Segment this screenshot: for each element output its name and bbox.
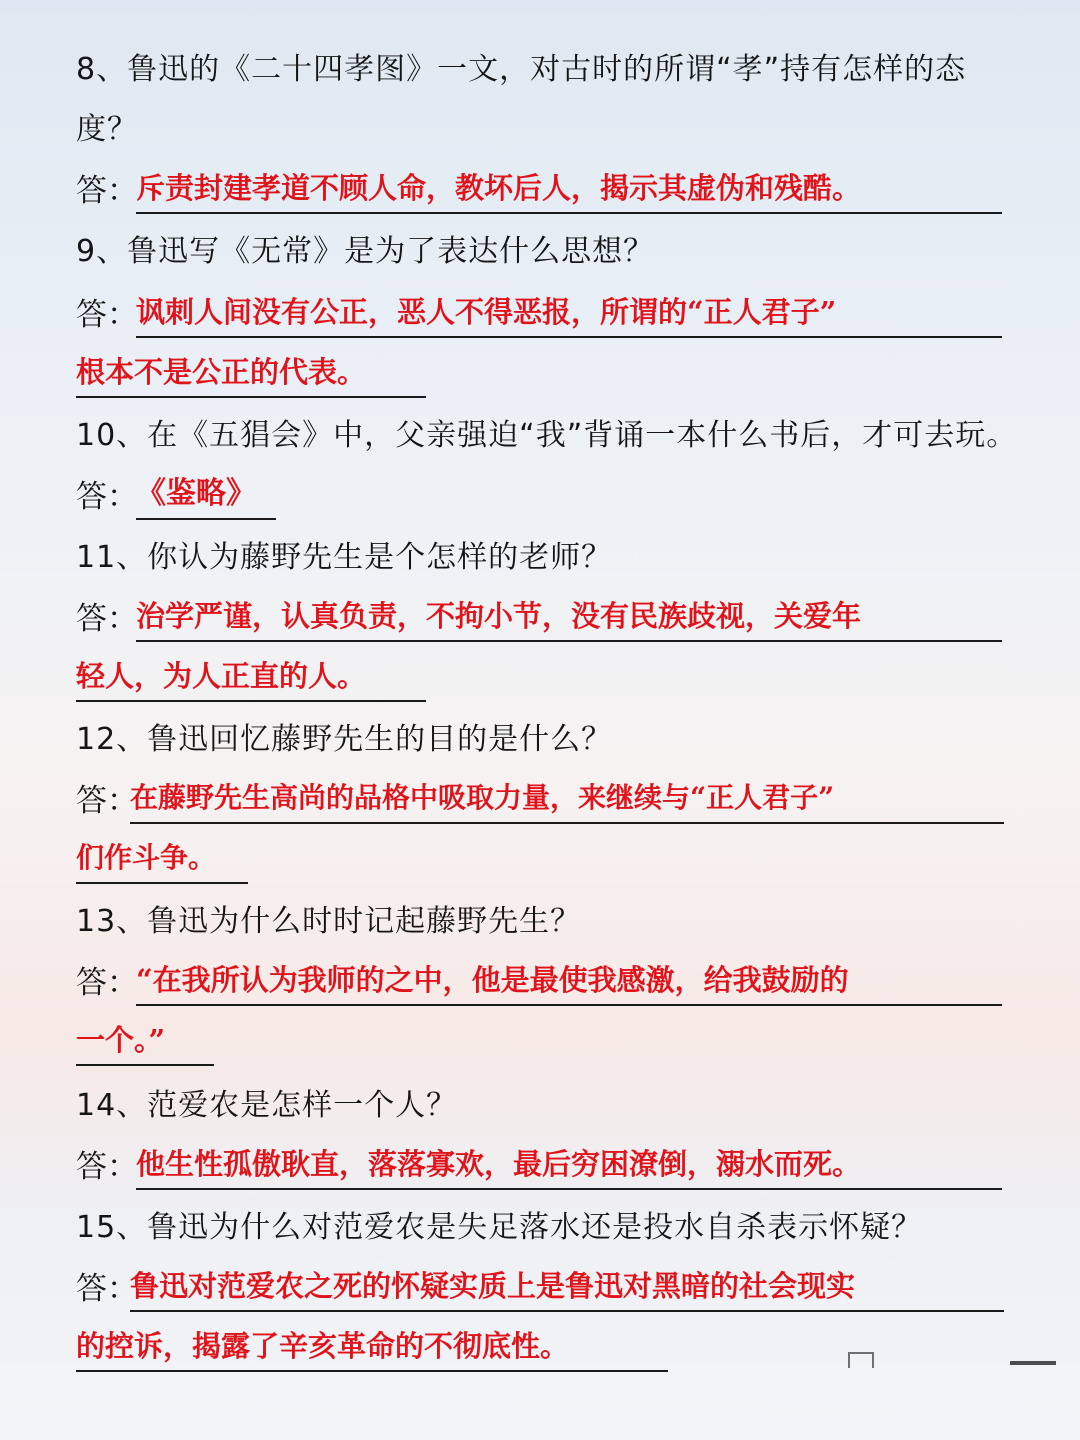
answer-9-line-1: 讽刺人间没有公正，恶人不得恶报，所谓的“正人君子”: [136, 290, 1002, 338]
answer-label: 答：: [76, 1149, 138, 1185]
answer-15-line-2: 的控诉，揭露了辛亥革命的不彻底性。: [76, 1324, 668, 1372]
question-10: 10、在《五猖会》中，父亲强迫“我”背诵一本什么书后，才可去玩。: [76, 418, 1018, 453]
answer-label: 答：: [76, 173, 138, 209]
answer-9-line-2: 根本不是公正的代表。: [76, 350, 426, 398]
answer-14: 他生性孤傲耿直，落落寡欢，最后穷困潦倒，溺水而死。: [136, 1142, 1002, 1190]
answer-13-line-1: “在我所认为我师的之中，他是最使我感激，给我鼓励的: [136, 958, 1002, 1006]
question-11: 11、你认为藤野先生是个怎样的老师？: [76, 540, 613, 575]
answer-label: 答：: [76, 479, 138, 515]
answer-13-line-2: 一个。”: [76, 1018, 214, 1066]
answer-12-line-2: 们作斗争。: [76, 836, 248, 884]
answer-10: 《鉴略》: [136, 472, 276, 520]
answer-label: 答：: [76, 601, 138, 637]
question-13: 13、鲁迅为什么时时记起藤野先生？: [76, 904, 582, 939]
answer-label: 答：: [76, 965, 138, 1001]
corner-dash-decoration: [1010, 1361, 1056, 1365]
corner-bracket-decoration: [848, 1352, 874, 1368]
question-14: 14、范爱农是怎样一个人？: [76, 1088, 458, 1123]
question-8-line-1: 8、鲁迅的《二十四孝图》一文，对古时的所谓“孝”持有怎样的态: [76, 52, 967, 87]
question-15: 15、鲁迅为什么对范爱农是失足落水还是投水自杀表示怀疑？: [76, 1210, 923, 1245]
answer-label: 答：: [76, 1271, 138, 1307]
answer-label: 答：: [76, 783, 138, 819]
question-9: 9、鲁迅写《无常》是为了表达什么思想？: [76, 234, 655, 269]
answer-11-line-2: 轻人，为人正直的人。: [76, 654, 426, 702]
answer-15-line-1: 鲁迅对范爱农之死的怀疑实质上是鲁迅对黑暗的社会现实: [130, 1264, 1004, 1312]
question-12: 12、鲁迅回忆藤野先生的目的是什么？: [76, 722, 613, 757]
answer-11-line-1: 治学严谨，认真负责，不拘小节，没有民族歧视，关爱年: [136, 594, 1002, 642]
answer-12-line-1: 在藤野先生高尚的品格中吸取力量，来继续与“正人君子”: [130, 776, 1004, 824]
answer-8: 斥责封建孝道不顾人命，教坏后人，揭示其虚伪和残酷。: [136, 166, 1002, 214]
question-8-line-2: 度？: [76, 112, 138, 147]
answer-label: 答：: [76, 297, 138, 333]
